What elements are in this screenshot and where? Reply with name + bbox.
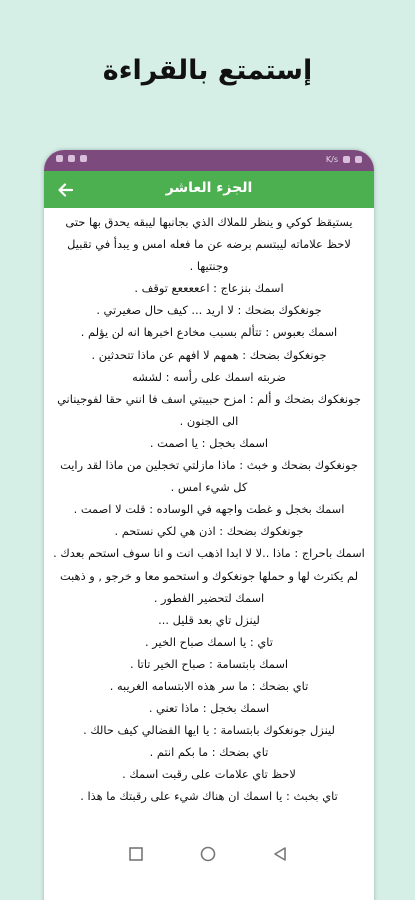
story-line: اسمك باحراج : ماذا ..لا لا ابدا اذهب انت و انا سوف استحم بعدك . <box>53 546 365 561</box>
story-line: اسمك بابتسامة : صباح الخير تاتا . <box>129 656 289 671</box>
recents-button[interactable] <box>126 844 146 864</box>
story-line: اسمك بخجل و غطت واجهه في الوساده : قلت لا اصمت . <box>73 502 345 517</box>
nav-back-button[interactable] <box>270 844 290 864</box>
story-line: ضربته اسمك على رأسه : لششه <box>132 369 286 384</box>
status-bar <box>44 150 374 171</box>
story-line: تاي بضحك : ما بكم انتم . <box>149 745 269 760</box>
story-line: تاي : يا اسمك صباح الخير . <box>145 634 273 649</box>
story-line: اسمك بخجل : يا اصمت . <box>149 435 269 450</box>
triangle-back-icon <box>272 846 288 862</box>
story-line: جونغكوك بضحك : اذن هي لكي نستحم . <box>114 524 304 539</box>
notification-icon <box>80 155 87 162</box>
system-nav-bar <box>0 828 415 900</box>
story-line: يستيقظ كوكي و ينظر للملاك الذي بجانبها ليبقه يحدق بها حتى لاحظ علاماته ليبتسم برضه عن ما فعله امس و يبدأ في تقبيل وجنتيها . <box>65 215 353 274</box>
story-line: اسمك بعبوس : تتألم بسبب مخادع اخبرها انه لن يؤلم . <box>80 325 338 340</box>
battery-icon <box>355 156 362 163</box>
story-line: لينزل تاي بعد قليل ... <box>158 612 260 627</box>
notification-icon <box>56 155 63 162</box>
promo-title: إستمتع بالقراءة <box>102 55 313 86</box>
signal-icon <box>343 156 350 163</box>
chapter-title: الجزء العاشر <box>165 180 253 196</box>
story-line: تاي بضحك : ما سر هذه الابتسامه الغريبه . <box>109 678 309 693</box>
phone-frame <box>44 150 374 900</box>
story-line: اسمك بخجل : ماذا تعني . <box>148 701 270 716</box>
story-line: جونغكوك بضحك و ألم : امزح حبيبتي اسف فا انني حقا لفوجيناني الى الجنون . <box>57 391 361 428</box>
story-line: تاي بخبث : يا اسمك ان هناك شيء على رقبتك ما هذا . <box>80 789 338 804</box>
square-recents-icon <box>129 847 143 861</box>
story-line: جونغكوك بضحك : همهم لا افهم عن ماذا تتحدثين . <box>91 347 327 362</box>
story-line: لم يكترث لها و حملها جونغكوك و استحمو معا و خرجو , و ذهبت اسمك لتحضير الفطور . <box>59 568 359 605</box>
story-content[interactable] <box>44 208 374 872</box>
story-line: جونغكوك بضحك و خبث : ماذا مازلتي تخجلين من ماذا لقد رايت كل شيء امس . <box>60 458 358 495</box>
status-left-icons <box>56 155 87 162</box>
network-speed: K/s <box>325 155 338 164</box>
story-line: جونغكوك بضحك : لا اريد ... كيف حال صغيرتي . <box>96 303 322 318</box>
circle-home-icon <box>200 846 216 862</box>
status-right-icons <box>326 155 362 164</box>
app-bar <box>44 171 374 208</box>
story-line: اسمك بنزعاج : اعععععع توقف . <box>134 281 284 296</box>
home-button[interactable] <box>198 844 218 864</box>
notification-icon <box>68 155 75 162</box>
story-line: لاحظ تاي علامات على رقبت اسمك . <box>122 767 296 782</box>
story-line: لينزل جونغكوك بابتسامة : يا ايها الفضالي كيف حالك . <box>83 723 335 738</box>
